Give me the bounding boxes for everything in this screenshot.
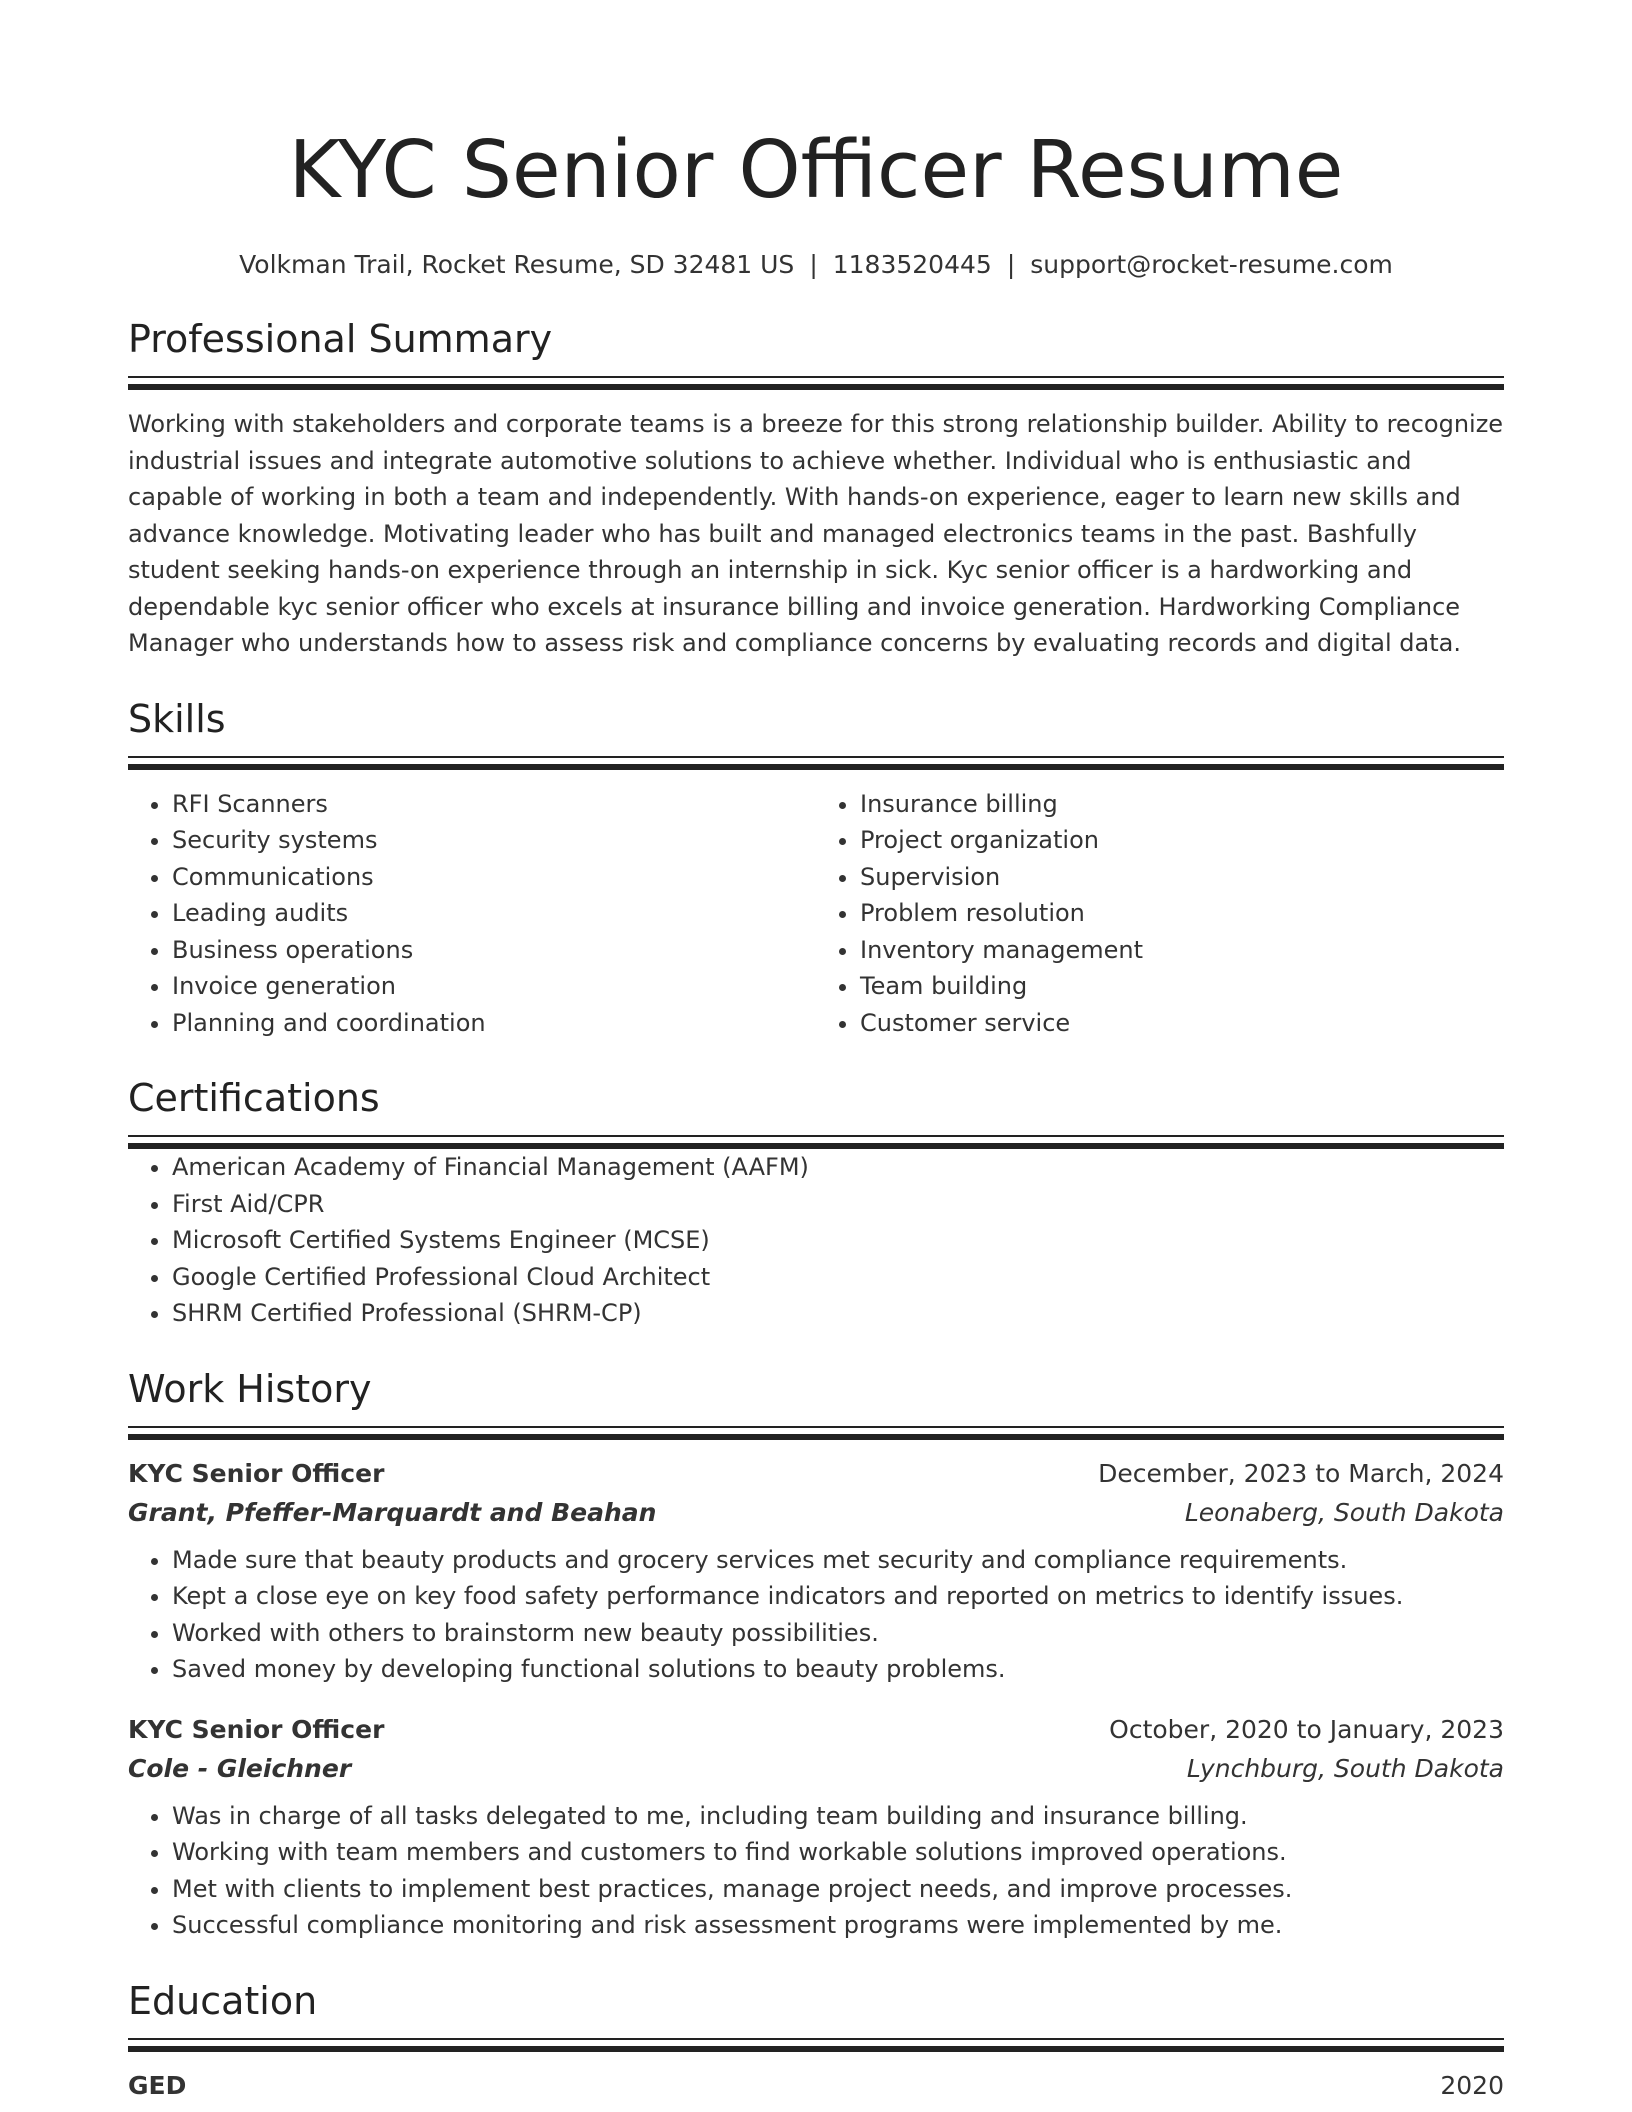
- education-heading: Education: [128, 1978, 318, 2023]
- job-company: Grant, Pfeffer-Marquardt and Beahan: [128, 1497, 657, 1527]
- certification-item: • American Academy of Financial Management (AAFM): [172, 1149, 1504, 1186]
- education-degree: GED: [128, 2070, 187, 2100]
- skill-item: • Supervision: [860, 859, 1504, 896]
- section-divider: [128, 1434, 1504, 1440]
- section-divider: [128, 756, 1504, 758]
- skills-column-left: [128, 786, 816, 1042]
- section-divider: [128, 384, 1504, 390]
- job-header: [128, 1710, 1504, 1749]
- job-title: KYC Senior Officer: [128, 1714, 385, 1744]
- skill-item: • Communications: [172, 859, 816, 896]
- job-dates: December, 2023 to March, 2024: [1098, 1458, 1504, 1488]
- certification-item: • First Aid/CPR: [172, 1186, 1504, 1223]
- skill-item: • Project organization: [860, 822, 1504, 859]
- job-entry: [128, 1454, 1504, 1688]
- certifications-section: [128, 1075, 1504, 1332]
- section-divider: [128, 764, 1504, 770]
- job-header: [128, 1454, 1504, 1493]
- section-divider: [128, 2038, 1504, 2040]
- skill-item: • Invoice generation: [172, 968, 816, 1005]
- skill-item: • Leading audits: [172, 895, 816, 932]
- skills-heading: Skills: [128, 696, 226, 741]
- summary-section: [128, 316, 1504, 662]
- job-dates: October, 2020 to January, 2023: [1109, 1714, 1504, 1744]
- skill-item: • RFI Scanners: [172, 786, 816, 823]
- skills-list-right: [816, 786, 1504, 1042]
- job-bullet: • Working with team members and customers to find workable solutions improved operations.: [172, 1834, 1504, 1871]
- skills-section: [128, 696, 1504, 1042]
- contact-separator: |: [1006, 250, 1016, 279]
- education-section: [128, 1978, 1504, 2105]
- skill-item: • Planning and coordination: [172, 1005, 816, 1042]
- job-bullet: • Worked with others to brainstorm new beauty possibilities.: [172, 1615, 1504, 1652]
- certification-item: • Google Certified Professional Cloud Architect: [172, 1259, 1504, 1296]
- job-location: Leonaberg, South Dakota: [1184, 1497, 1504, 1527]
- job-bullet: • Was in charge of all tasks delegated to me, including team building and insurance billing.: [172, 1798, 1504, 1835]
- contact-email: support@rocket-resume.com: [1030, 250, 1393, 279]
- summary-text: Working with stakeholders and corporate teams is a breeze for this strong relationship builder. Ability to recognize industrial issues and integrate automotive solutions to achieve whether. Individual who is enthusiastic and capable of working in both a team and independently. With hands-on experience, eager to learn new skills and advance knowledge. Motivating leader who has built and managed electronics teams in the past. Bashfully student seeking hands-on experience through an internship in sick. Kyc senior officer is a hardworking and dependable kyc senior officer who excels at insurance billing and invoice generation. Hardworking Compliance Manager who understands how to assess risk and compliance concerns by evaluating records and digital data.: [128, 410, 1504, 657]
- job-bullet: • Kept a close eye on key food safety performance indicators and reported on metrics to identify issues.: [172, 1578, 1504, 1615]
- work-history-section: [128, 1366, 1504, 1944]
- skill-item: • Customer service: [860, 1005, 1504, 1042]
- summary-heading: Professional Summary: [128, 317, 553, 361]
- certifications-list: [128, 1149, 1504, 1332]
- skill-item: • Problem resolution: [860, 895, 1504, 932]
- section-divider: [128, 1426, 1504, 1428]
- contact-line: [128, 248, 1504, 282]
- job-title: KYC Senior Officer: [128, 1458, 385, 1488]
- resume-title: KYC Senior Officer Resume: [288, 124, 1344, 216]
- certifications-heading: Certifications: [128, 1076, 380, 1120]
- job-bullet: • Successful compliance monitoring and risk assessment programs were implemented by me.: [172, 1907, 1504, 1944]
- job-location: Lynchburg, South Dakota: [1186, 1753, 1504, 1783]
- contact-separator: |: [809, 250, 818, 279]
- section-divider: [128, 376, 1504, 378]
- skills-column-right: [816, 786, 1504, 1042]
- job-bullet: • Made sure that beauty products and grocery services met security and compliance requirements.: [172, 1542, 1504, 1579]
- skill-item: • Team building: [860, 968, 1504, 1005]
- certification-item: • Microsoft Certified Systems Engineer (MCSE): [172, 1222, 1504, 1259]
- job-bullet: • Met with clients to implement best practices, manage project needs, and improve processes.: [172, 1871, 1504, 1908]
- job-subheader: [128, 1493, 1504, 1532]
- job-bullets: [128, 1798, 1504, 1944]
- section-divider: [128, 1135, 1504, 1137]
- job-subheader: [128, 1749, 1504, 1788]
- skill-item: • Insurance billing: [860, 786, 1504, 823]
- section-divider: [128, 2046, 1504, 2052]
- skill-item: • Business operations: [172, 932, 816, 969]
- education-entry: [128, 2066, 1504, 2105]
- skills-list-left: [128, 786, 816, 1042]
- job-entry: [128, 1710, 1504, 1944]
- contact-phone: 1183520445: [832, 250, 992, 279]
- skill-item: • Security systems: [172, 822, 816, 859]
- skills-columns: [128, 786, 1504, 1042]
- contact-address: Volkman Trail, Rocket Resume, SD 32481 US: [239, 250, 795, 279]
- job-bullet: • Saved money by developing functional solutions to beauty problems.: [172, 1651, 1504, 1688]
- education-year: 2020: [1440, 2070, 1504, 2100]
- work-history-heading: Work History: [128, 1366, 372, 1411]
- job-bullets: [128, 1542, 1504, 1688]
- certification-item: • SHRM Certified Professional (SHRM-CP): [172, 1295, 1504, 1332]
- skill-item: • Inventory management: [860, 932, 1504, 969]
- job-company: Cole - Gleichner: [128, 1753, 352, 1783]
